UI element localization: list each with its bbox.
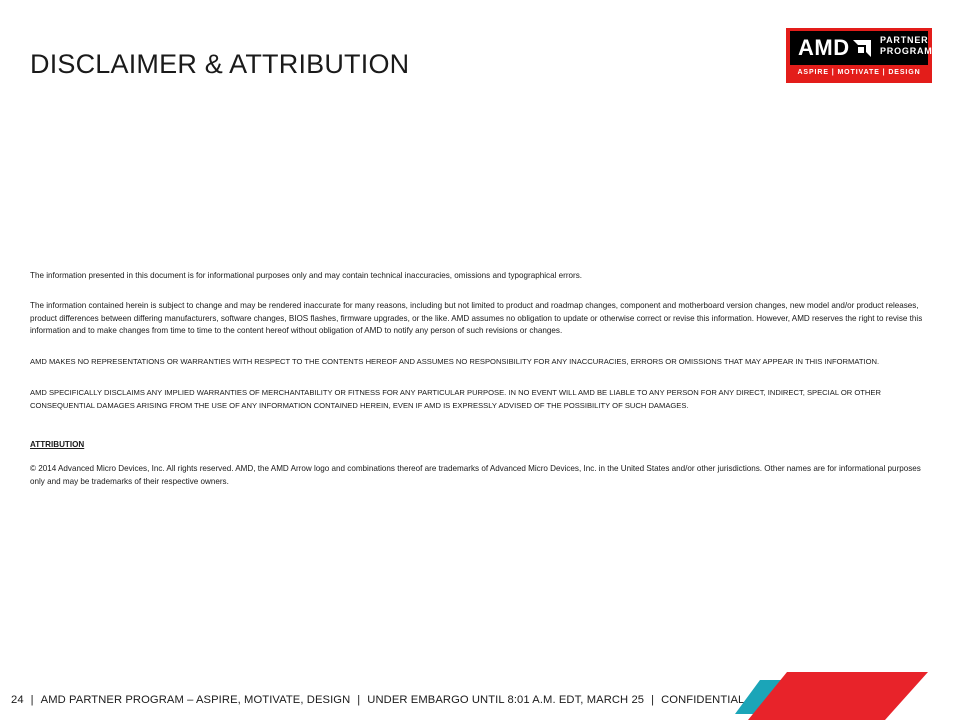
page-title: DISCLAIMER & ATTRIBUTION — [30, 49, 410, 79]
footer-separator: | — [651, 694, 655, 706]
amd-arrow-icon — [853, 40, 871, 57]
footer-confidential: CONFIDENTIAL — [661, 694, 745, 706]
logo-wordmark: AMD — [798, 35, 850, 60]
logo-black-panel — [790, 31, 933, 65]
logo-partner-line2: PROGRAM — [880, 46, 933, 56]
corner-accent-graphic — [730, 672, 960, 720]
footer-separator: | — [357, 694, 361, 706]
attribution-text: © 2014 Advanced Micro Devices, Inc. All rights reserved. AMD, the AMD Arrow logo and combinations thereof are trademarks of Advanced Micro Devices, Inc. in the United States and/or other jurisdictions. Other names are for informational purposes only and may be trademarks of their respective owners. — [30, 464, 921, 486]
footer-separator: | — [30, 694, 34, 706]
logo-tagline: ASPIRE | MOTIVATE | DESIGN — [797, 69, 921, 76]
disclaimer-body — [30, 270, 935, 488]
logo-partner-line1: PARTNER — [880, 35, 929, 45]
footer — [11, 694, 744, 706]
red-stripe — [748, 672, 928, 720]
attribution-heading: ATTRIBUTION — [30, 440, 85, 450]
amd-partner-program-logo — [786, 28, 932, 83]
disclaimer-paragraph-2: The information contained herein is subject to change and may be rendered inaccurate for many reasons, including but not limited to product and roadmap changes, component and motherboard version changes, new model and/or product releases, product differences between differing manufacturers, software changes, BIOS flashes, firmware upgrades, or the like. AMD assumes no obligation to update or otherwise correct or revise this information. However, AMD reserves the right to revise this information and to make changes from time to time to the content hereof without obligation of AMD to notify any person of such revisions or changes. — [30, 301, 923, 335]
footer-embargo: UNDER EMBARGO UNTIL 8:01 A.M. EDT, MARCH 25 — [367, 694, 645, 706]
footer-program: AMD PARTNER PROGRAM – ASPIRE, MOTIVATE, DESIGN — [40, 694, 351, 706]
logo-partner-program — [880, 35, 933, 57]
disclaimer-paragraph-1: The information presented in this document is for informational purposes only and may contain technical inaccuracies, omissions and typographical errors. — [30, 271, 583, 280]
disclaimer-paragraph-4: AMD SPECIFICALLY DISCLAIMS ANY IMPLIED WARRANTIES OF MERCHANTABILITY OR FITNESS FOR ANY PARTICULAR PURPOSE. IN NO EVENT WILL AMD BE LIABLE TO ANY PERSON FOR ANY DIRECT, INDIRECT, SPECIAL OR OTHER CONSEQUENTIAL DAMAGES ARISING FROM THE USE OF ANY INFORMATION CONTAINED HEREIN, EVEN IF AMD IS EXPRESSLY ADVISED OF THE POSSIBILITY OF SUCH DAMAGES. — [30, 388, 881, 410]
disclaimer-paragraph-3: AMD MAKES NO REPRESENTATIONS OR WARRANTIES WITH RESPECT TO THE CONTENTS HEREOF AND ASSUMES NO RESPONSIBILITY FOR ANY INACCURACIES, ERRORS OR OMISSIONS THAT MAY APPEAR IN THIS INFORMATION. — [30, 357, 880, 367]
footer-page-number: 24 — [11, 694, 24, 706]
